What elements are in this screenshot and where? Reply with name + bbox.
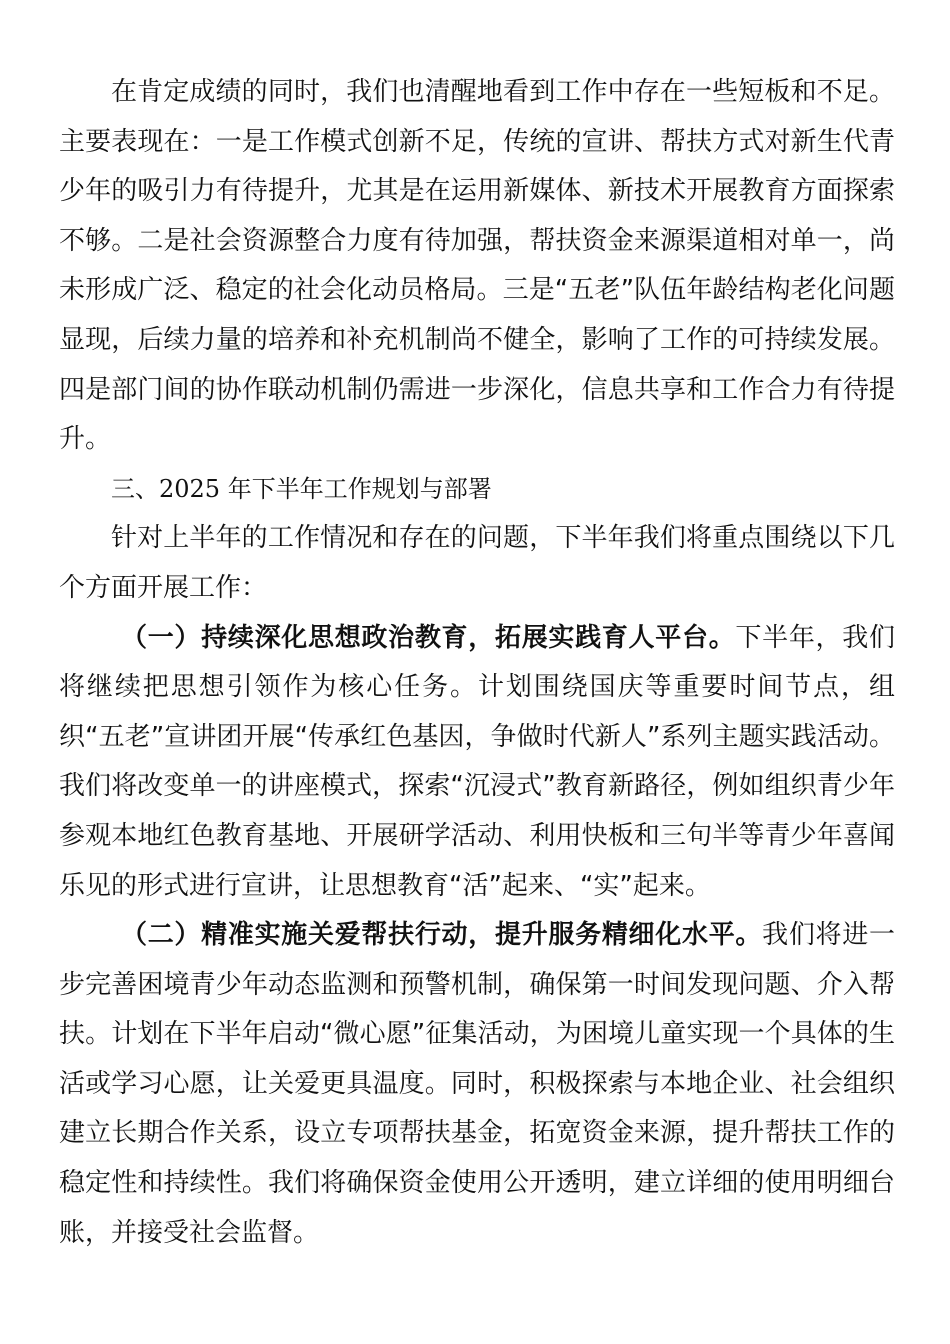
item-1-lead: （一）持续深化思想政治教育，拓展实践育人平台。 bbox=[121, 622, 736, 653]
paragraph-item-2 bbox=[59, 911, 895, 1258]
paragraph-intro: 针对上半年的工作情况和存在的问题，下半年我们将重点围绕以下几个方面开展工作： bbox=[59, 523, 895, 603]
paragraph-shortcomings: 在肯定成绩的同时，我们也清醒地看到工作中存在一些短板和不足。主要表现在：一是工作模式创新不足，传统的宣讲、帮扶方式对新生代青少年的吸引力有待提升，尤其是在运用新媒体、新技术开展教育方面探索不够。二是社会资源整合力度有待加强，帮扶资金来源渠道相对单一，尚未形成广泛、稳定的社会化动员格局。三是“五老”队伍年龄结构老化问题显现，后续力量的培养和补充机制尚不健全，影响了工作的可持续发展。四是部门间的协作联动机制仍需进一步深化，信息共享和工作合力有待提升。 bbox=[59, 77, 895, 455]
item-2-lead: （二）精准实施关爱帮扶行动，提升服务精细化水平。 bbox=[121, 920, 763, 951]
item-2-body: 我们将进一步完善困境青少年动态监测和预警机制，确保第一时间发现问题、介入帮扶。计划在下半年启动“微心愿”征集活动，为困境儿童实现一个具体的生活或学习心愿，让关爱更具温度。同时，积极探索与本地企业、社会组织建立长期合作关系，设立专项帮扶基金，拓宽资金来源，提升帮扶工作的稳定性和持续性。我们将确保资金使用公开透明，建立详细的使用明细台账，并接受社会监督。 bbox=[59, 920, 895, 1248]
section-heading: 三、2025 年下半年工作规划与部署 bbox=[111, 474, 492, 503]
paragraph-item-1 bbox=[59, 614, 895, 912]
document-page bbox=[59, 68, 895, 1258]
item-1-body: 下半年，我们将继续把思想引领作为核心任务。计划围绕国庆等重要时间节点，组织“五老”宣讲团开展“传承红色基因，争做时代新人”系列主题实践活动。我们将改变单一的讲座模式，探索“沉浸式”教育新路径，例如组织青少年参观本地红色教育基地、开展研学活动、利用快板和三句半等青少年喜闻乐见的形式进行宣讲，让思想教育“活”起来、“实”起来。 bbox=[59, 622, 895, 901]
